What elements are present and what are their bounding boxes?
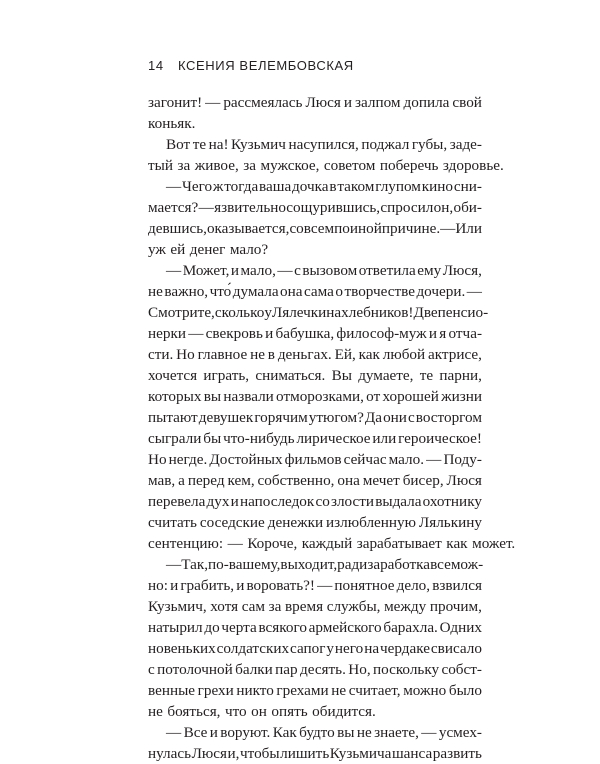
text-line: пытают девушек горячим утюгом? Да они с восторгом [148,409,482,426]
text-line: но: и грабить, и воровать?! — понятное дело, взвился [148,577,482,594]
text-line: сыграли бы что-нибудь лирическое или героическое! [148,430,482,447]
text-line: — Так, по-вашему, выходит, ради заработка все мож- [166,556,484,573]
text-line: тый за живое, за мужское, советом поберечь здоровье. [148,157,504,174]
text-line: сентенцию: — Короче, каждый зарабатывает как может. [148,535,516,552]
text-line: мается? — язвительно сощурившись, спросил он, оби- [148,199,482,216]
text-line: сти. Но главное не в деньгах. Ей, как любой актрисе, [148,346,482,363]
text-line: Смотрите, сколько у Лялечки нахлебников! Две пенсио- [148,304,489,321]
text-line: Кузьмич, хотя сам за время службы, между прочим, [148,598,482,615]
running-header [148,58,354,73]
text-line: натырил до черта всякого армейского барахла. Одних [148,619,482,636]
text-line: считать соседские денежки излюбленную Лялькину [148,514,482,531]
text-line: девшись, оказывается, совсем по иной причине. — Или [148,220,483,237]
text-line: венные грехи никто грехами не считает, можно было [148,682,482,699]
text-line: — Чего ж тогда ваша дочка в таком глупом кино сни- [166,178,482,195]
text-line: Но негде. Достойных фильмов сейчас мало. — Поду- [148,451,482,468]
text-line: загонит! — рассмеялась Люся и залпом допила свой [148,94,482,111]
text-line: уж ей денег мало? [148,241,269,258]
text-line: мав, а перед кем, собственно, она мечет бисер, Люся [148,472,482,489]
page-number: 14 [148,58,164,73]
text-line: — Все и воруют. Как будто вы не знаете, — усмех- [166,724,482,741]
text-line: новеньких солдатских сапог у него на чердаке свисало [148,640,482,657]
text-line: коньяк. [148,115,196,132]
text-line: нерки — свекровь и бабушка, философ-муж и я отча- [148,325,482,342]
text-line: перевела дух и напоследок со злости выдала охотнику [148,493,482,510]
text-line: которых вы назвали отморозками, от хорошей жизни [148,388,482,405]
text-line: с потолочной балки пар десять. Но, поскольку собст- [148,661,482,678]
author-name: КСЕНИЯ ВЕЛЕМБОВСКАЯ [178,58,354,73]
text-line: не важно, что́ думала она сама о творчестве дочери. — [148,283,482,300]
text-line: хочется играть, сниматься. Вы думаете, те парни, [148,367,482,384]
text-line: не бояться, что он опять обидится. [148,703,376,720]
text-line: Вот те на! Кузьмич насупился, поджал губы, заде- [166,136,482,153]
body-text [148,92,516,764]
text-line: — Может, и мало, — с вызовом ответила ему Люся, [166,262,482,279]
text-line: нулась Люся и, чтобы лишить Кузьмича шанса развить [148,745,482,762]
